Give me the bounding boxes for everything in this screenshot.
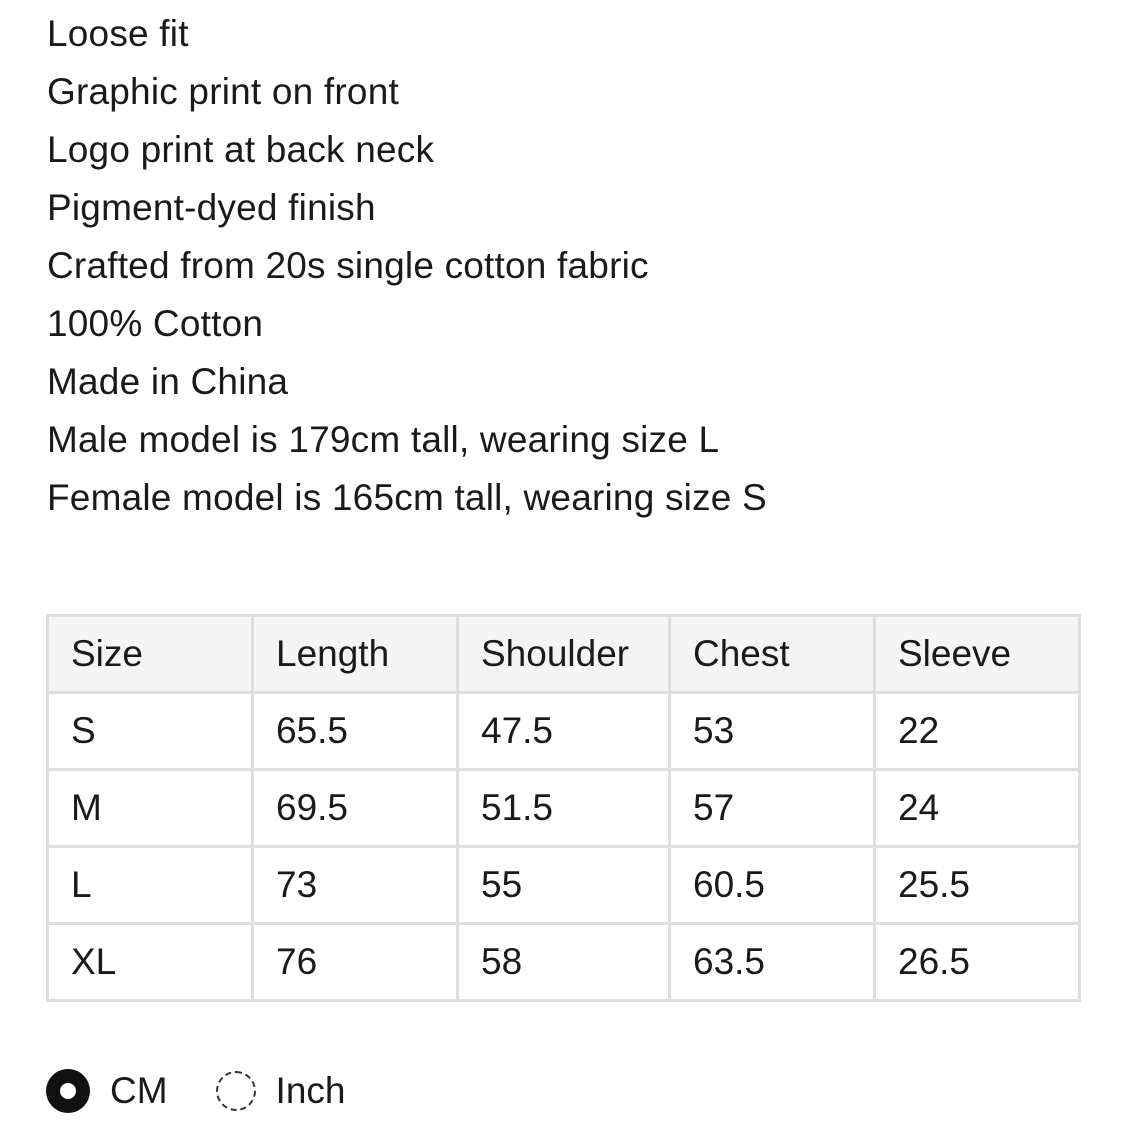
table-cell: 53 bbox=[670, 693, 875, 770]
table-row bbox=[48, 693, 1080, 770]
table-cell: 76 bbox=[253, 924, 458, 1001]
table-cell: 47.5 bbox=[458, 693, 670, 770]
table-cell: 58 bbox=[458, 924, 670, 1001]
table-cell: 25.5 bbox=[875, 847, 1080, 924]
radio-unselected-icon[interactable] bbox=[216, 1071, 256, 1111]
table-cell: 63.5 bbox=[670, 924, 875, 1001]
description-line: Female model is 165cm tall, wearing size S bbox=[47, 477, 767, 518]
unit-option-cm[interactable] bbox=[46, 1069, 168, 1113]
description-line: 100% Cotton bbox=[47, 303, 264, 344]
table-cell: S bbox=[48, 693, 253, 770]
table-cell: 69.5 bbox=[253, 770, 458, 847]
table-cell: 55 bbox=[458, 847, 670, 924]
table-cell: 60.5 bbox=[670, 847, 875, 924]
column-header-length: Length bbox=[253, 616, 458, 693]
table-cell: 26.5 bbox=[875, 924, 1080, 1001]
table-cell: 73 bbox=[253, 847, 458, 924]
table-cell: 24 bbox=[875, 770, 1080, 847]
table-row bbox=[48, 924, 1080, 1001]
column-header-size: Size bbox=[48, 616, 253, 693]
product-description-list bbox=[47, 5, 767, 527]
column-header-sleeve: Sleeve bbox=[875, 616, 1080, 693]
description-line: Graphic print on front bbox=[47, 71, 399, 112]
description-line: Pigment-dyed finish bbox=[47, 187, 376, 228]
table-cell: 51.5 bbox=[458, 770, 670, 847]
table-cell: 22 bbox=[875, 693, 1080, 770]
unit-option-label: CM bbox=[110, 1070, 168, 1111]
description-line: Male model is 179cm tall, wearing size L bbox=[47, 419, 720, 460]
description-line: Logo print at back neck bbox=[47, 129, 435, 170]
table-cell: XL bbox=[48, 924, 253, 1001]
description-line: Crafted from 20s single cotton fabric bbox=[47, 245, 649, 286]
column-header-chest: Chest bbox=[670, 616, 875, 693]
unit-toggle bbox=[46, 1068, 345, 1114]
table-row bbox=[48, 847, 1080, 924]
unit-option-inch[interactable] bbox=[216, 1070, 346, 1112]
table-cell: L bbox=[48, 847, 253, 924]
table-cell: M bbox=[48, 770, 253, 847]
radio-selected-icon[interactable] bbox=[46, 1069, 90, 1113]
unit-option-label: Inch bbox=[275, 1070, 346, 1111]
table-row bbox=[48, 770, 1080, 847]
description-line: Loose fit bbox=[47, 13, 189, 54]
size-chart-table bbox=[46, 614, 1081, 1002]
table-header-row bbox=[48, 616, 1080, 693]
column-header-shoulder: Shoulder bbox=[458, 616, 670, 693]
table-cell: 57 bbox=[670, 770, 875, 847]
table-cell: 65.5 bbox=[253, 693, 458, 770]
description-line: Made in China bbox=[47, 361, 289, 402]
